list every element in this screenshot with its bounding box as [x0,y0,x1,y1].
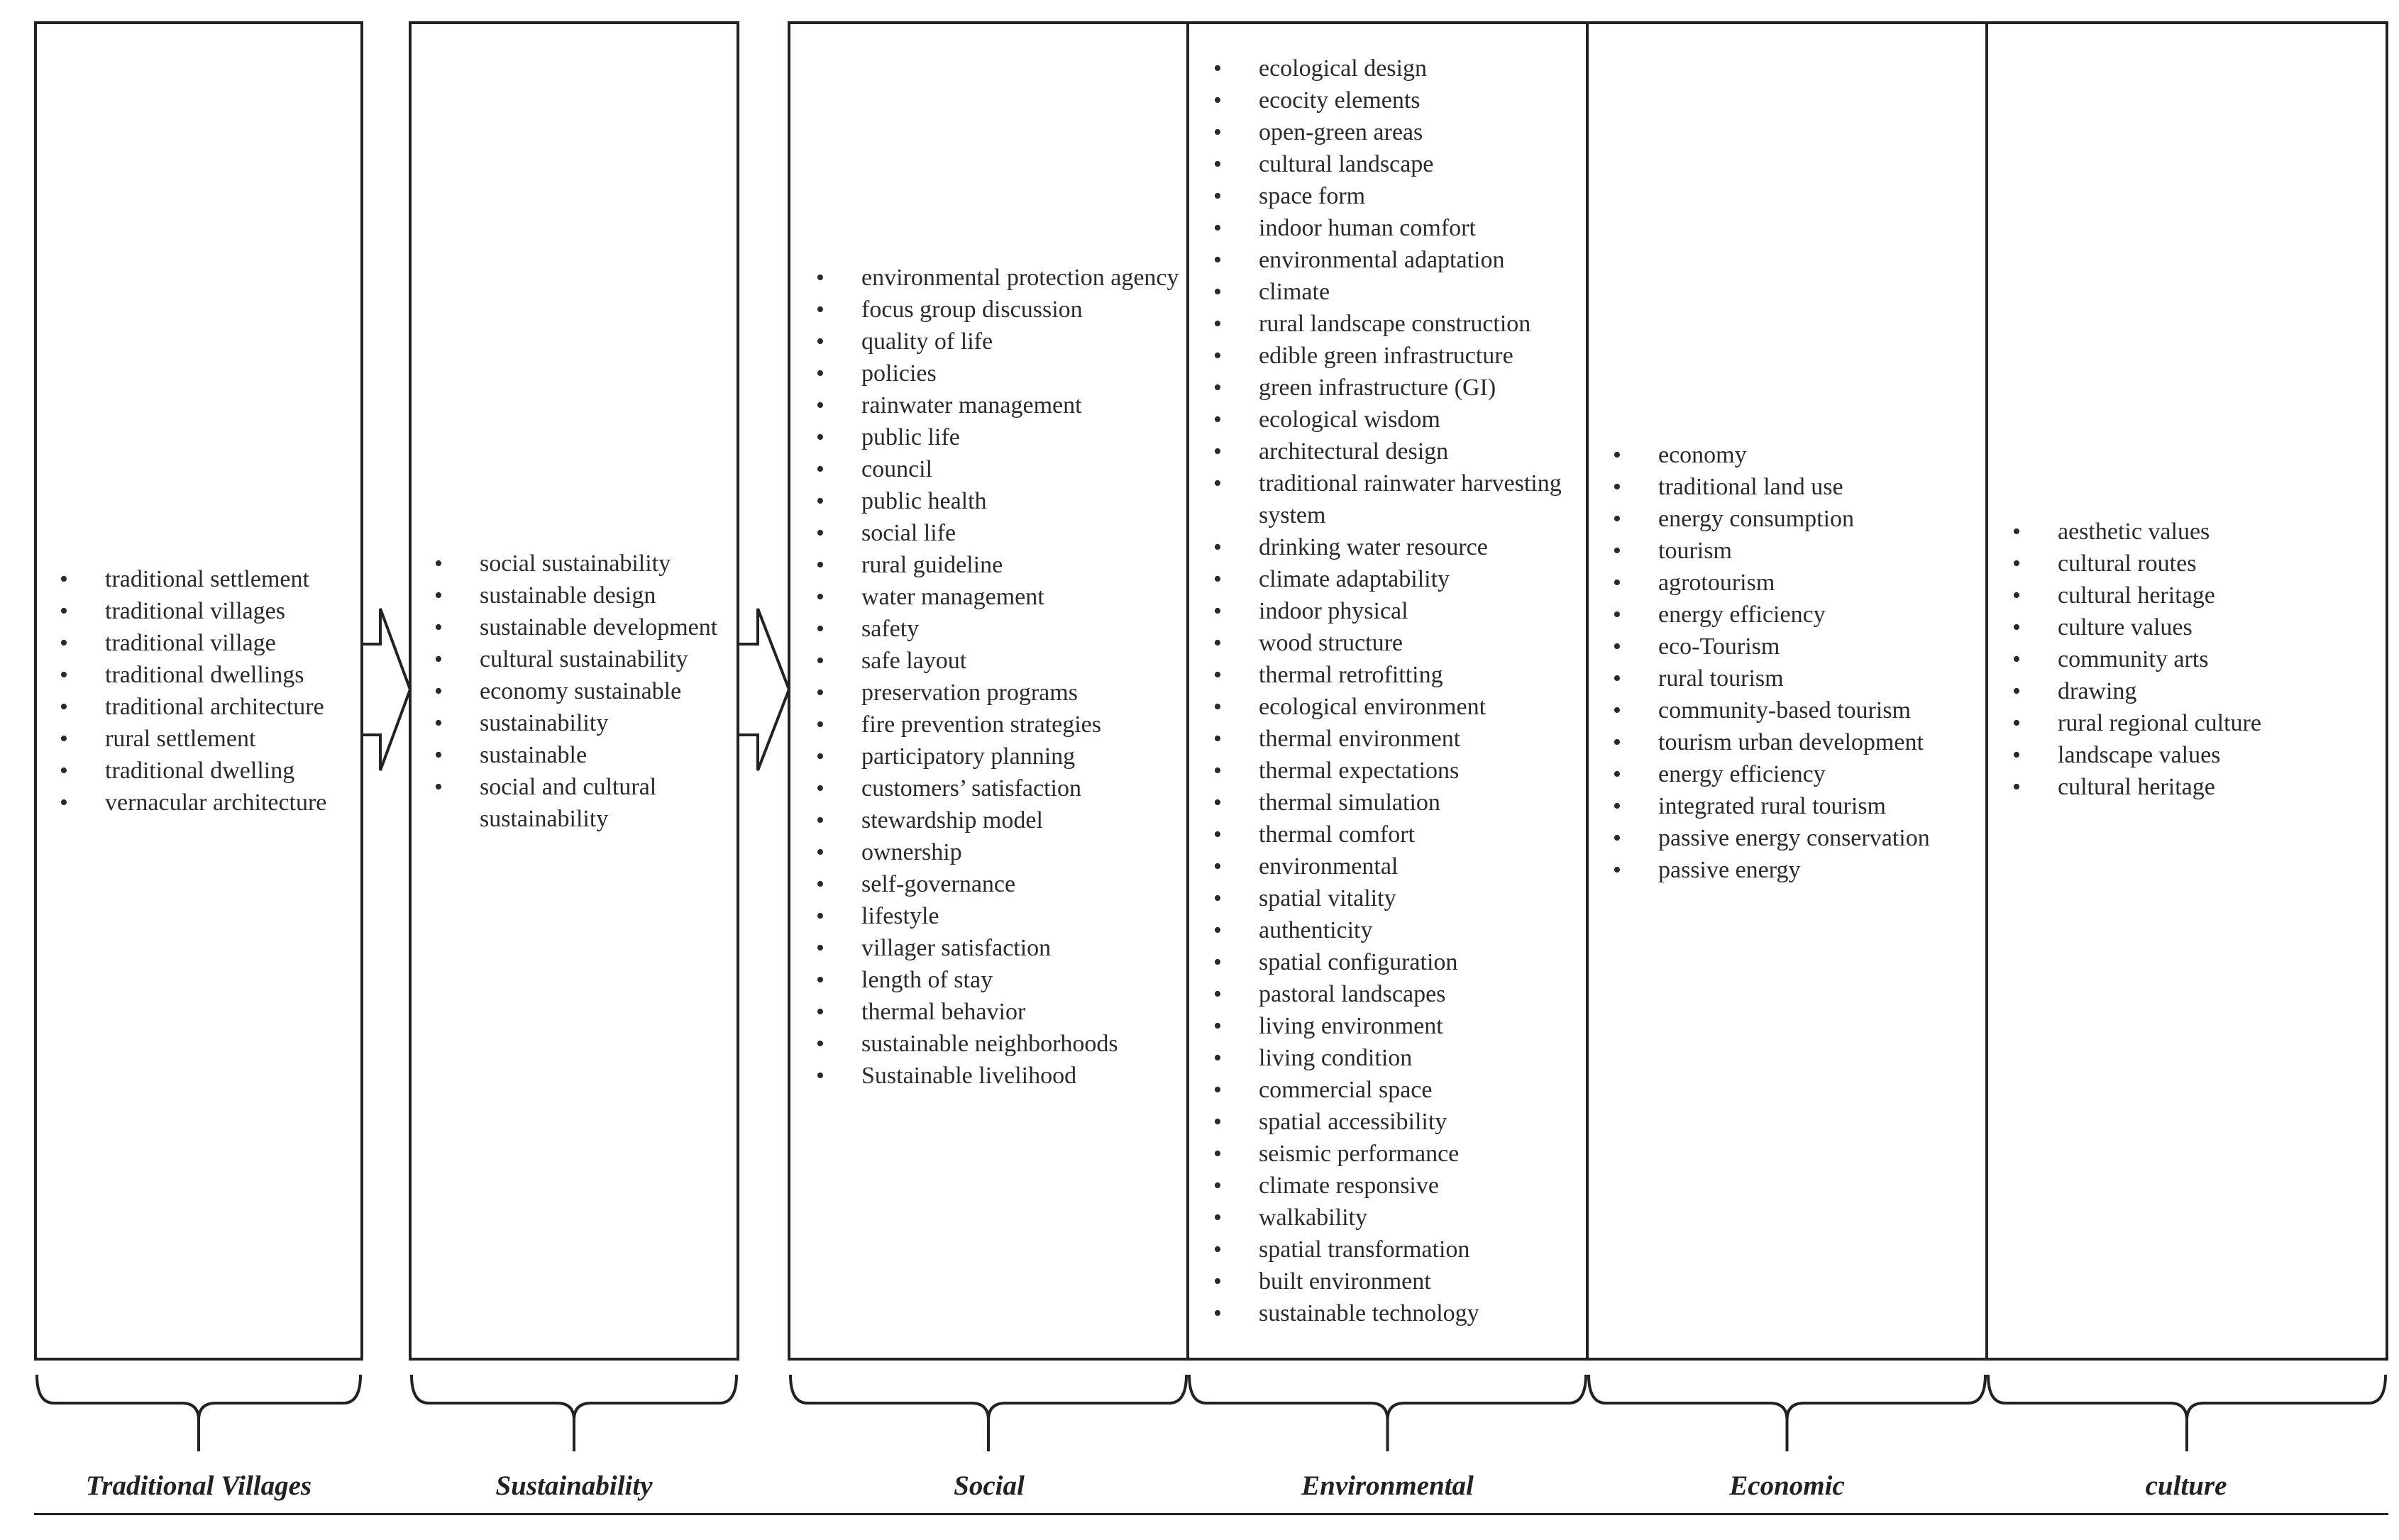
list-item: • agrotourism [1587,567,1987,599]
culture-label: culture [2145,1470,2227,1501]
list-item: • community arts [1987,643,2386,675]
list-item: • rural regional culture [1987,707,2386,739]
list-item: • villager satisfaction [790,932,1188,964]
list-item: • climate responsive [1188,1170,1587,1202]
list-item: • council [790,453,1188,485]
list-item: • thermal retrofitting [1188,659,1587,691]
list-item: • environmental [1188,851,1587,882]
list-item: • rainwater management [790,389,1188,421]
list-item: • sustainable neighborhoods [790,1028,1188,1060]
list-item: • self-governance [790,868,1188,900]
list-item: • thermal simulation [1188,787,1587,819]
list-item: • cultural heritage [1987,580,2386,611]
environmental-label: Environmental [1301,1470,1474,1501]
list-item: • traditional village [37,627,360,659]
list-item: • energy consumption [1587,503,1987,535]
list-item: • rural tourism [1587,663,1987,694]
list-item: • authenticity [1188,914,1587,946]
list-item: • architectural design [1188,436,1587,467]
list-item: • tourism urban development [1587,726,1987,758]
list-item: • safe layout [790,645,1188,677]
list-item: • living condition [1188,1042,1587,1074]
list-item: • cultural heritage [1987,771,2386,803]
list-item: • thermal behavior [790,996,1188,1028]
list-item: • lifestyle [790,900,1188,932]
list-item: • economy [1587,439,1987,471]
list-item: • passive energy [1587,854,1987,886]
list-item: • water management [790,581,1188,613]
list-item: • stewardship model [790,804,1188,836]
list-item: • indoor human comfort [1188,212,1587,244]
list-item: • economy sustainable [412,675,737,707]
right-arrow-icon [739,609,789,770]
list-item: • sustainable technology [1188,1297,1587,1329]
list-item: • ecological wisdom [1188,404,1587,436]
social-label: Social [954,1470,1025,1501]
list-item: • spatial transformation [1188,1234,1587,1265]
list-item: • community-based tourism [1587,694,1987,726]
list-item: • energy efficiency [1587,758,1987,790]
list-item: • traditional dwelling [37,755,360,787]
list-item: • wood structure [1188,627,1587,659]
list-item: • rural guideline [790,549,1188,581]
list-item: • rural settlement [37,723,360,755]
list-item: • climate adaptability [1188,563,1587,595]
list-item: • fire prevention strategies [790,709,1188,741]
list-item: • climate [1188,276,1587,308]
bottom-rule [34,1513,2388,1515]
list-item: • integrated rural tourism [1587,790,1987,822]
list-item: • public health [790,485,1188,517]
list-item: • cultural sustainability [412,643,737,675]
list-item: • participatory planning [790,741,1188,772]
list-item: • aesthetic values [1987,516,2386,548]
list-item: • cultural routes [1987,548,2386,580]
sustainability-label: Sustainability [495,1470,653,1501]
list-item: • traditional architecture [37,691,360,723]
list-item: • thermal expectations [1188,755,1587,787]
list-item: • living environment [1188,1010,1587,1042]
list-item: • edible green infrastructure [1188,340,1587,372]
brace-icon [1988,1375,2386,1451]
list-item: • quality of life [790,326,1188,358]
brace-icon [1189,1375,1586,1451]
list-item: • traditional land use [1587,471,1987,503]
list-item: • traditional villages [37,595,360,627]
list-item: • ecological design [1188,52,1587,84]
list-item: • commercial space [1188,1074,1587,1106]
list-item: • thermal comfort [1188,819,1587,851]
list-item: • length of stay [790,964,1188,996]
list-item: • space form [1188,180,1587,212]
list-item: • traditional dwellings [37,659,360,691]
list-item: • sustainability [412,707,737,739]
list-item: • social and cultural sustainability [412,771,737,835]
list-item: • environmental protection agency [790,262,1188,294]
list-item: • tourism [1587,535,1987,567]
list-item: • drawing [1987,675,2386,707]
list-item: • traditional settlement [37,563,360,595]
list-item: • ownership [790,836,1188,868]
list-item: • ecological environment [1188,691,1587,723]
list-item: • ecocity elements [1188,84,1587,116]
list-item: • vernacular architecture [37,787,360,819]
list-item: • sustainable development [412,611,737,643]
list-item: • environmental adaptation [1188,244,1587,276]
list-item: • social sustainability [412,548,737,580]
list-item: • thermal environment [1188,723,1587,755]
list-item: • cultural landscape [1188,148,1587,180]
list-item: • social life [790,517,1188,549]
list-item: • seismic performance [1188,1138,1587,1170]
list-item: • sustainable [412,739,737,771]
list-item: • spatial accessibility [1188,1106,1587,1138]
brace-icon [790,1375,1186,1451]
brace-icon [412,1375,737,1451]
traditional-villages-label: Traditional Villages [85,1470,312,1501]
economic-label: Economic [1729,1470,1845,1501]
list-item: • pastoral landscapes [1188,978,1587,1010]
list-item: • eco-Tourism [1587,631,1987,663]
list-item: • rural landscape construction [1188,308,1587,340]
list-item: • preservation programs [790,677,1188,709]
list-item: • sustainable design [412,580,737,611]
list-item: • Sustainable livelihood [790,1060,1188,1092]
list-item: • walkability [1188,1202,1587,1234]
brace-icon [37,1375,360,1451]
list-item: • policies [790,358,1188,389]
list-item: • passive energy conservation [1587,822,1987,854]
list-item: • culture values [1987,611,2386,643]
list-item: • customers’ satisfaction [790,772,1188,804]
list-item: • focus group discussion [790,294,1188,326]
list-item: • traditional rainwater harvesting system [1188,467,1587,531]
list-item: • public life [790,421,1188,453]
list-item: • spatial vitality [1188,882,1587,914]
list-item: • drinking water resource [1188,531,1587,563]
list-item: • landscape values [1987,739,2386,771]
list-item: • open-green areas [1188,116,1587,148]
list-item: • safety [790,613,1188,645]
list-item: • indoor physical [1188,595,1587,627]
list-item: • green infrastructure (GI) [1188,372,1587,404]
list-item: • built environment [1188,1265,1587,1297]
list-item: • spatial configuration [1188,946,1587,978]
list-item: • energy efficiency [1587,599,1987,631]
right-arrow-icon [363,609,410,770]
brace-icon [1589,1375,1985,1451]
